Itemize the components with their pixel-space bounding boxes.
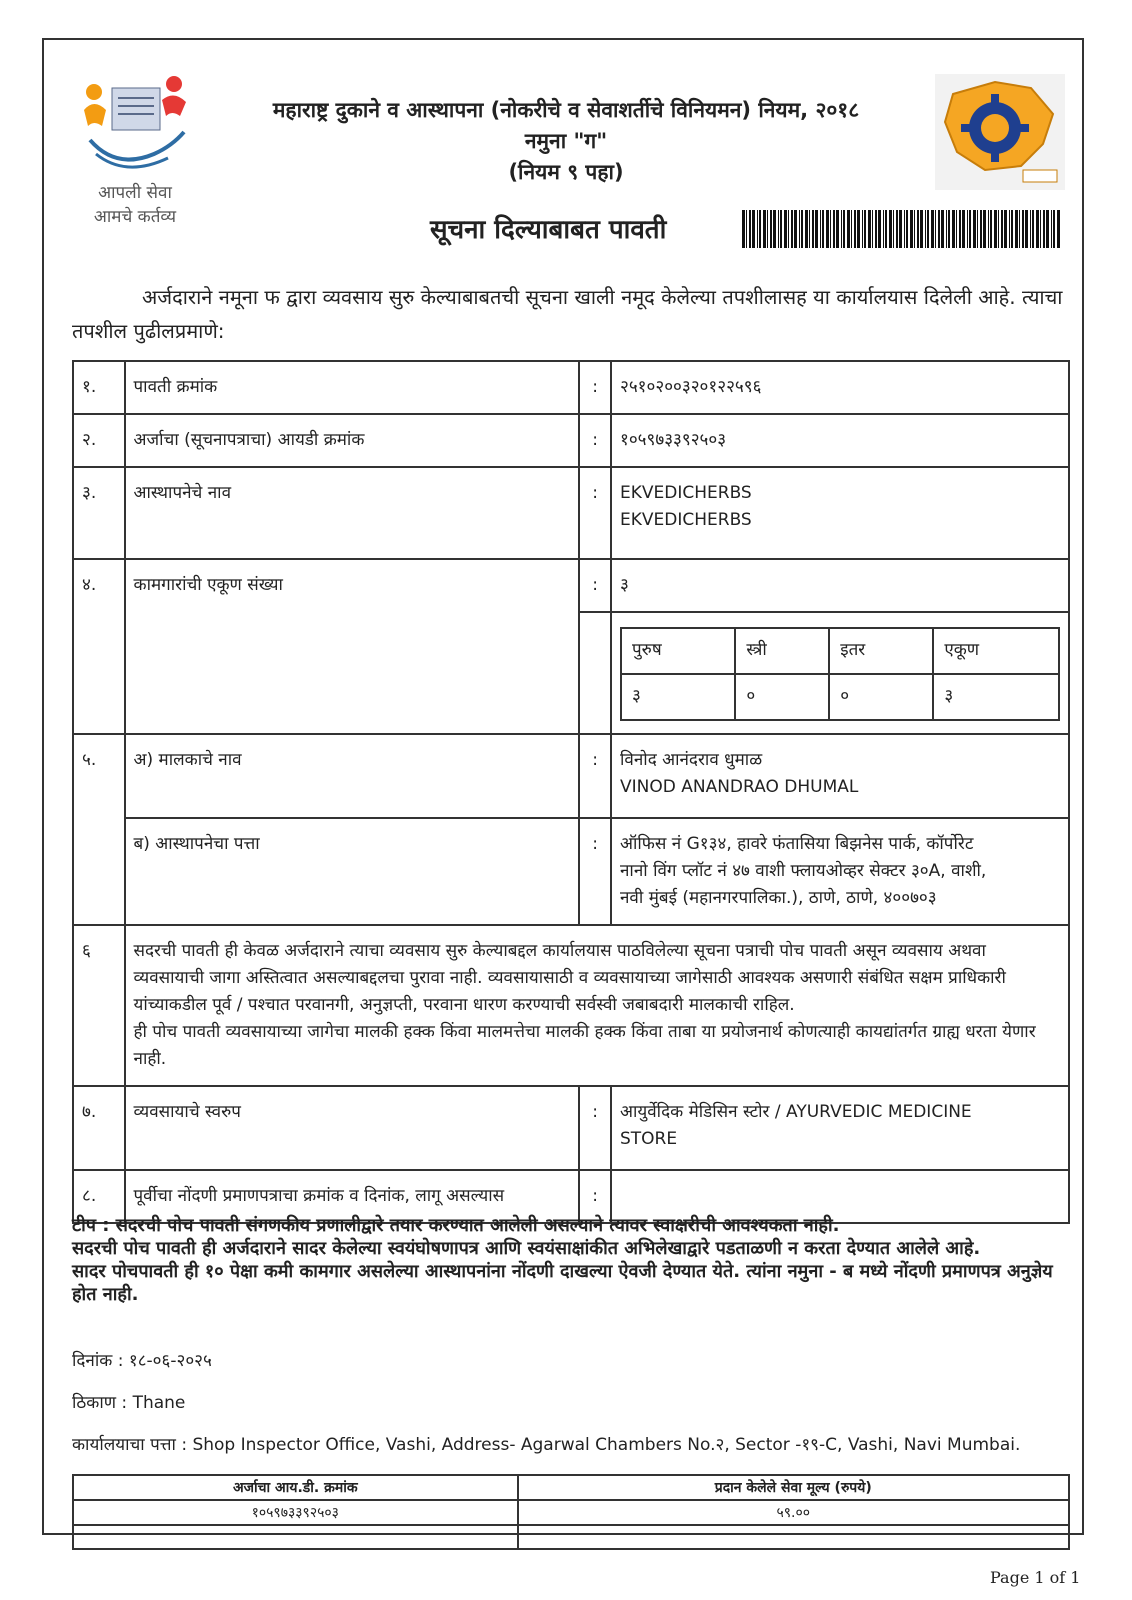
header-rule-reference: (नियम ९ पहा) <box>508 160 624 184</box>
row-number: ७. <box>73 1086 125 1170</box>
address-line1: ऑफिस नं G१३४, हावरे फंतासिया बिझनेस पार्क, कॉर्पोरेट <box>620 834 974 854</box>
barcode-bar <box>1053 210 1055 248</box>
barcode-bar <box>917 210 919 248</box>
barcode-bar <box>826 210 829 248</box>
barcode-bar <box>1009 210 1010 248</box>
barcode-bar <box>1036 210 1039 248</box>
row-establishment-name <box>73 467 1069 559</box>
barcode-bar <box>770 210 772 248</box>
barcode-bar <box>998 210 999 248</box>
barcode-bar <box>830 210 831 248</box>
note-line-1: टीप : सदरची पोच पावती संगणकीय प्रणालीद्वारे तयार करण्यात आलेली असल्याने त्यावर स्वाक्षरीची आवश्यकता नाही. <box>72 1215 840 1236</box>
issue-date: दिनांक : १८-०६-२०२५ <box>72 1351 212 1371</box>
barcode-bar <box>872 210 873 248</box>
barcode-bar <box>833 210 835 248</box>
row-number: ८. <box>73 1170 125 1223</box>
barcode-bar <box>794 210 797 248</box>
maharashtra-labour-emblem <box>935 74 1065 190</box>
barcode-bar <box>742 210 745 248</box>
address-line2: नानो विंग प्लॉट नं ४७ वाशी फ्लायओव्हर सेक्टर ३०A, वाशी, <box>620 861 987 881</box>
row-disclaimer <box>73 925 1069 1086</box>
separator: : <box>579 1170 611 1223</box>
barcode-bar <box>836 210 839 248</box>
row-number: ५. <box>73 734 125 925</box>
barcode-bar <box>801 210 803 248</box>
business-nature-line2: STORE <box>620 1129 678 1149</box>
barcode-bar <box>883 210 884 248</box>
barcode-bar <box>1040 210 1041 248</box>
row-establishment-address <box>73 818 1069 925</box>
barcode-bar <box>864 210 866 248</box>
count-total: ३ <box>933 674 1059 720</box>
barcode-bar <box>1019 210 1020 248</box>
separator: : <box>579 467 611 559</box>
barcode-bar <box>780 210 782 248</box>
page-number: Page 1 of 1 <box>990 1568 1081 1587</box>
header-total: एकूण <box>933 628 1059 674</box>
barcode-bar <box>920 210 923 248</box>
separator: : <box>579 361 611 414</box>
aapli-seva-logo <box>76 70 194 230</box>
barcode-bar <box>910 210 913 248</box>
fee-header-application-id: अर्जाचा आय.डी. क्रमांक <box>73 1475 518 1500</box>
barcode-bar <box>812 210 814 248</box>
barcode-bar <box>889 210 892 248</box>
row-worker-count <box>73 559 1069 612</box>
row-number: २. <box>73 414 125 467</box>
barcode-bar <box>1032 210 1034 248</box>
owner-name-marathi: विनोद आनंदराव धुमाळ <box>620 750 763 770</box>
office-address: कार्यालयाचा पत्ता : Shop Inspector Office, Vashi, Address- Agarwal Chambers No.२, Sector -१९-C, Vashi, Navi Mumbai. <box>72 1435 1021 1455</box>
row-number: १. <box>73 361 125 414</box>
business-nature-line1: आयुर्वेदिक मेडिसिन स्टोर / AYURVEDIC MEDICINE <box>620 1102 972 1122</box>
barcode-bar <box>969 210 971 248</box>
barcode-bar <box>778 210 779 248</box>
receipt-title: सूचना दिल्याबाबत पावती <box>430 215 667 245</box>
note-line-2: सदरची पोच पावती ही अर्जदाराने सादर केलेल्या स्वयंघोषणापत्र आणि स्वयंसाक्षांकीत अभिलेखाद्वारे पडताळणी न करता देण्यात आलेले आहे. <box>72 1238 981 1259</box>
barcode-bar <box>956 210 957 248</box>
fee-application-id-value: १०५९७३३९२५०३ <box>73 1500 518 1525</box>
barcode-bar <box>784 210 787 248</box>
field-label: पावती क्रमांक <box>125 361 580 414</box>
barcode-bar <box>843 210 845 248</box>
disclaimer-paragraph-2: ही पोच पावती व्यवसायाच्या जागेचा मालकी हक्क किंवा मालमत्तेचा मालकी हक्क किंवा ताबा या प्रयोजनार्थ कोणत्याही कायद्यांतर्गत ग्राह्य धरता येणार नाही. <box>133 1022 1036 1069</box>
barcode-bar <box>847 210 850 248</box>
barcode-bar <box>941 210 944 248</box>
barcode-bar <box>927 210 929 248</box>
barcode-bar <box>1057 210 1060 248</box>
barcode-bar <box>767 210 768 248</box>
gear-map-emblem-icon <box>935 74 1065 190</box>
header-rules-title: महाराष्ट्र दुकाने व आस्थापना (नोकरीचे व सेवाशर्तीचे विनियमन) नियम, २०१८ <box>272 98 860 122</box>
worker-count-value: ३ <box>611 559 1069 612</box>
count-male: ३ <box>621 674 735 720</box>
row-number: ४. <box>73 559 125 734</box>
disclaimer-paragraph-1: सदरची पावती ही केवळ अर्जदाराने त्याचा व्यवसाय सुरु केल्याबद्दल कार्यालयास पाठविलेल्या सूचना पत्राची पोच पावती असून व्यवसाय अथवा व्यवसायाची जागा अस्तित्वात असल्याबद्दलचा पुरावा नाही. व्यवसायासाठी व व्यवसायाच्या जागेसाठी आवश्यक असणारी संबंधित सक्षम प्राधिकारी यांच्याकडील पूर्व / पश्चात परवानगी, अनुज्ञप्ती, परवाना धारण करण्याची सर्वस्वी जबाबदारी मालकाची राहिल. <box>133 941 1006 1015</box>
barcode-bar <box>938 210 940 248</box>
row-number: ३. <box>73 467 125 559</box>
barcode-bar <box>815 210 818 248</box>
field-label: पूर्वीचा नोंदणी प्रमाणपत्राचा क्रमांक व दिनांक, लागू असल्यास <box>125 1170 580 1223</box>
barcode-bar <box>899 210 902 248</box>
barcode-bar <box>973 210 976 248</box>
barcode-bar <box>983 210 986 248</box>
barcode-bar <box>946 210 947 248</box>
barcode-bar <box>1051 210 1052 248</box>
barcode-bar <box>878 210 881 248</box>
details-table <box>72 360 1070 1224</box>
barcode-bar <box>1001 210 1003 248</box>
barcode-bar <box>759 210 761 248</box>
barcode-bar <box>931 210 934 248</box>
fee-table <box>72 1474 1070 1550</box>
separator: : <box>579 414 611 467</box>
issue-place: ठिकाण : Thane <box>72 1393 186 1413</box>
separator: : <box>579 818 611 925</box>
barcode-bar <box>925 210 926 248</box>
barcode-bar <box>990 210 992 248</box>
fee-empty-cell <box>518 1525 1069 1549</box>
field-label: आस्थापनेचे नाव <box>125 467 580 559</box>
barcode-bar <box>841 210 842 248</box>
barcode-bar <box>862 210 863 248</box>
barcode-bar <box>896 210 898 248</box>
barcode-bar <box>1004 210 1007 248</box>
field-label: ब) आस्थापनेचा पत्ता <box>125 818 580 925</box>
barcode-bar <box>906 210 908 248</box>
count-other: ० <box>829 674 933 720</box>
barcode-bar <box>1046 210 1049 248</box>
barcode-bar <box>854 210 856 248</box>
header-other: इतर <box>829 628 933 674</box>
barcode-bar <box>1025 210 1028 248</box>
count-female: ० <box>735 674 829 720</box>
worker-breakdown-table <box>620 627 1060 721</box>
barcode-bar <box>763 210 766 248</box>
barcode-bar <box>885 210 887 248</box>
barcode-bar <box>967 210 968 248</box>
barcode-bar <box>1043 210 1045 248</box>
barcode-bar <box>746 210 747 248</box>
barcode-bar <box>1015 210 1018 248</box>
barcode-bar <box>788 210 789 248</box>
row-owner-name <box>73 734 1069 818</box>
barcode-bar <box>805 210 808 248</box>
barcode-bar <box>851 210 852 248</box>
barcode-bar <box>752 210 755 248</box>
establishment-name-line1: EKVEDICHERBS <box>620 483 752 503</box>
barcode-bar <box>952 210 955 248</box>
field-label: अर्जाचा (सूचनापत्राचा) आयडी क्रमांक <box>125 414 580 467</box>
logo-caption-line1: आपली सेवा <box>98 183 172 203</box>
fee-service-charge-value: ५९.०० <box>518 1500 1069 1525</box>
fee-empty-cell <box>73 1525 518 1549</box>
barcode-bar <box>773 210 776 248</box>
barcode-bar <box>914 210 915 248</box>
barcode-bar <box>962 210 965 248</box>
barcode-bar <box>948 210 950 248</box>
barcode-bar <box>857 210 860 248</box>
separator-blank <box>579 612 611 734</box>
separator: : <box>579 559 611 612</box>
note-block <box>72 1214 1072 1306</box>
application-id-value: १०५९७३३९२५०३ <box>611 414 1069 467</box>
note-line-3: सादर पोचपावती ही १० पेक्षा कमी कामगार असलेल्या आस्थापनांना नोंदणी दाखल्या ऐवजी देण्यात येते. त्यांना नमुना - ब मध्ये नोंदणी प्रमाणपत्र अनुज्ञेय होत नाही. <box>72 1261 1053 1305</box>
row-receipt-number <box>73 361 1069 414</box>
barcode-bar <box>1011 210 1013 248</box>
owner-name-english: VINOD ANANDRAO DHUMAL <box>620 777 859 797</box>
barcode-bar <box>749 210 751 248</box>
header-form-name: नमुना "ग" <box>524 129 608 153</box>
separator: : <box>579 734 611 818</box>
barcode-bar <box>757 210 758 248</box>
barcode-bar <box>977 210 978 248</box>
row-number: ६ <box>73 925 125 1086</box>
barcode-bar <box>980 210 982 248</box>
barcode-bar <box>868 210 871 248</box>
header-male: पुरुष <box>621 628 735 674</box>
barcode-bar <box>1022 210 1024 248</box>
separator: : <box>579 1086 611 1170</box>
intro-paragraph: अर्जदाराने नमूना फ द्वारा व्यवसाय सुरु केल्याबाबतची सूचना खाली नमूद केलेल्या तपशीलासह या कार्यालयास दिलेली आहे. त्याचा तपशील पुढीलप्रमाणे: <box>72 285 1063 343</box>
barcode-bar <box>988 210 989 248</box>
barcode-bar <box>904 210 905 248</box>
barcode-bar <box>959 210 961 248</box>
barcode-bar <box>820 210 821 248</box>
barcode-bar <box>809 210 810 248</box>
barcode-bar <box>893 210 894 248</box>
fee-header-service-charge: प्रदान केलेले सेवा मूल्य (रुपये) <box>518 1475 1069 1500</box>
barcode-bar <box>799 210 800 248</box>
header-female: स्त्री <box>735 628 829 674</box>
address-line3: नवी मुंबई (महानगरपालिका.), ठाणे, ठाणे, ४००७०३ <box>620 888 937 908</box>
field-label: अ) मालकाचे नाव <box>125 734 580 818</box>
logo-caption-line2: आमचे कर्तव्य <box>93 207 177 227</box>
barcode-bar <box>791 210 793 248</box>
row-application-id <box>73 414 1069 467</box>
field-label: कामगारांची एकूण संख्या <box>125 559 580 734</box>
establishment-name-line2: EKVEDICHERBS <box>620 510 752 530</box>
barcode <box>742 210 1062 248</box>
row-business-nature <box>73 1086 1069 1170</box>
barcode-bar <box>935 210 936 248</box>
field-label: व्यवसायाचे स्वरुप <box>125 1086 580 1170</box>
barcode-bar <box>822 210 824 248</box>
receipt-number-value: २५१०२००३२०१२२५९६ <box>611 361 1069 414</box>
barcode-bar <box>1030 210 1031 248</box>
barcode-bar <box>994 210 997 248</box>
barcode-bar <box>875 210 877 248</box>
aapli-seva-emblem-icon <box>76 70 194 188</box>
